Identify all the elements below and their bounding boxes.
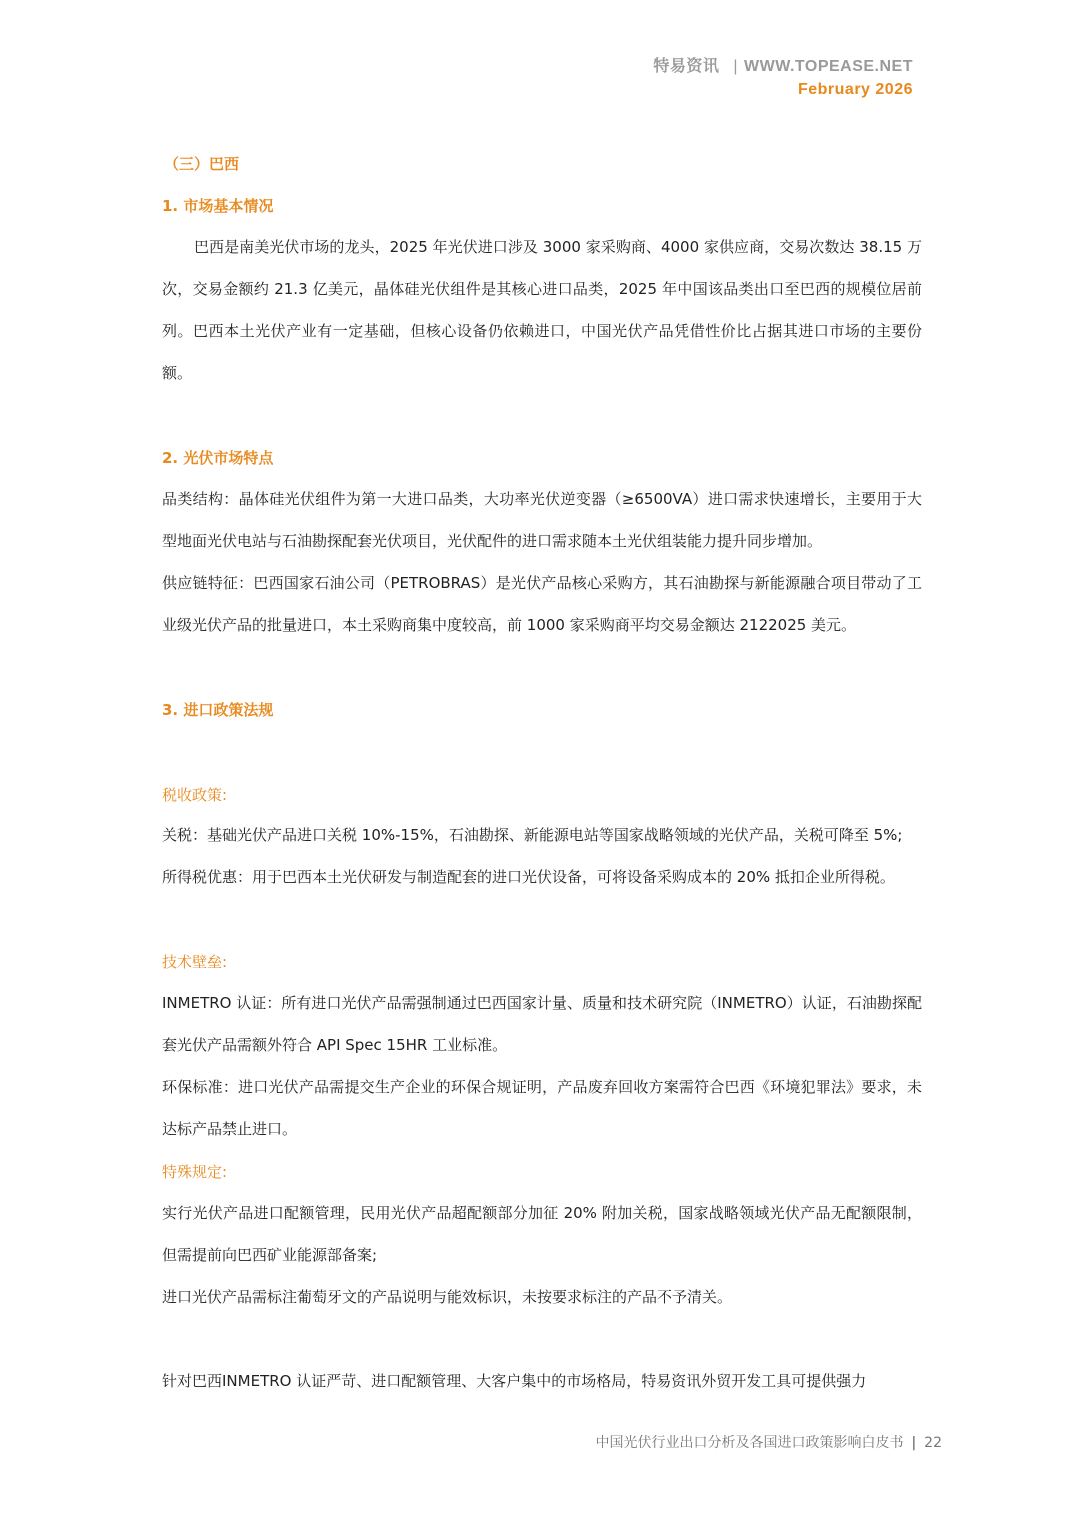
- page-header: [653, 55, 913, 101]
- features-paragraph-supply-chain: 供应链特征：巴西国家石油公司（PETROBRAS）是光伏产品核心采购方，其石油勘探与新能源融合项目带动了工业级光伏产品的批量进口，本土采购商集中度较高，前 1000 家采购商平均交易金额达 2122025 美元。: [162, 574, 922, 634]
- header-site: WWW.TOPEASE.NET: [744, 58, 913, 75]
- market-paragraph: 巴西是南美光伏市场的龙头，2025 年光伏进口涉及 3000 家采购商、4000 家供应商，交易次数达 38.15 万次，交易金额约 21.3 亿美元，晶体硅光伏组件是其核心进口品类，2025 年中国该品类出口至巴西的规模位居前列。巴西本土光伏产业有一定基础，但核心设备仍依赖进口，中国光伏产品凭借性价比占据其进口市场的主要份额。: [162, 238, 922, 382]
- header-separator: |: [733, 58, 739, 75]
- special-paragraph-quota: 实行光伏产品进口配额管理，民用光伏产品超配额部分加征 20% 附加关税，国家战略领域光伏产品无配额限制，但需提前向巴西矿业能源部备案;: [162, 1204, 922, 1264]
- features-paragraph-category: 品类结构：晶体硅光伏组件为第一大进口品类，大功率光伏逆变器（≥6500VA）进口需求快速增长，主要用于大型地面光伏电站与石油勘探配套光伏项目，光伏配件的进口需求随本土光伏组装能力提升同步增加。: [162, 490, 922, 550]
- closing-paragraph: 针对巴西INMETRO 认证严苛、进口配额管理、大客户集中的市场格局，特易资讯外贸开发工具可提供强力: [162, 1372, 867, 1390]
- special-rules-title: 特殊规定:: [162, 1163, 228, 1181]
- footer-separator: |: [911, 1435, 917, 1451]
- header-date: February 2026: [797, 81, 913, 98]
- subsection-title-policy: 3. 进口政策法规: [162, 701, 274, 719]
- tech-paragraph-inmetro: INMETRO 认证：所有进口光伏产品需强制通过巴西国家计量、质量和技术研究院（INMETRO）认证，石油勘探配套光伏产品需额外符合 API Spec 15HR 工业标准。: [162, 994, 922, 1054]
- special-paragraph-labeling: 进口光伏产品需标注葡萄牙文的产品说明与能效标识，未按要求标注的产品不予清关。: [162, 1288, 733, 1306]
- tech-barrier-title: 技术壁垒:: [162, 953, 228, 971]
- page-footer: [595, 1432, 942, 1452]
- tax-paragraph-income: 所得税优惠：用于巴西本土光伏研发与制造配套的进口光伏设备，可将设备采购成本的 20% 抵扣企业所得税。: [162, 868, 895, 886]
- page-number: 22: [924, 1435, 942, 1451]
- subsection-title-market: 1. 市场基本情况: [162, 197, 274, 215]
- header-brand-line: [653, 55, 913, 79]
- tax-paragraph-tariff: 关税：基础光伏产品进口关税 10%-15%，石油勘探、新能源电站等国家战略领域的光伏产品，关税可降至 5%;: [162, 826, 903, 844]
- subsection-title-features: 2. 光伏市场特点: [162, 449, 274, 467]
- footer-title: 中国光伏行业出口分析及各国进口政策影响白皮书: [595, 1435, 904, 1451]
- tech-paragraph-environment: 环保标准：进口光伏产品需提交生产企业的环保合规证明，产品废弃回收方案需符合巴西《环境犯罪法》要求，未达标产品禁止进口。: [162, 1078, 922, 1138]
- tax-policy-title: 税收政策:: [162, 786, 228, 804]
- section-title: （三）巴西: [164, 155, 240, 173]
- header-brand: 特易资讯: [653, 58, 720, 75]
